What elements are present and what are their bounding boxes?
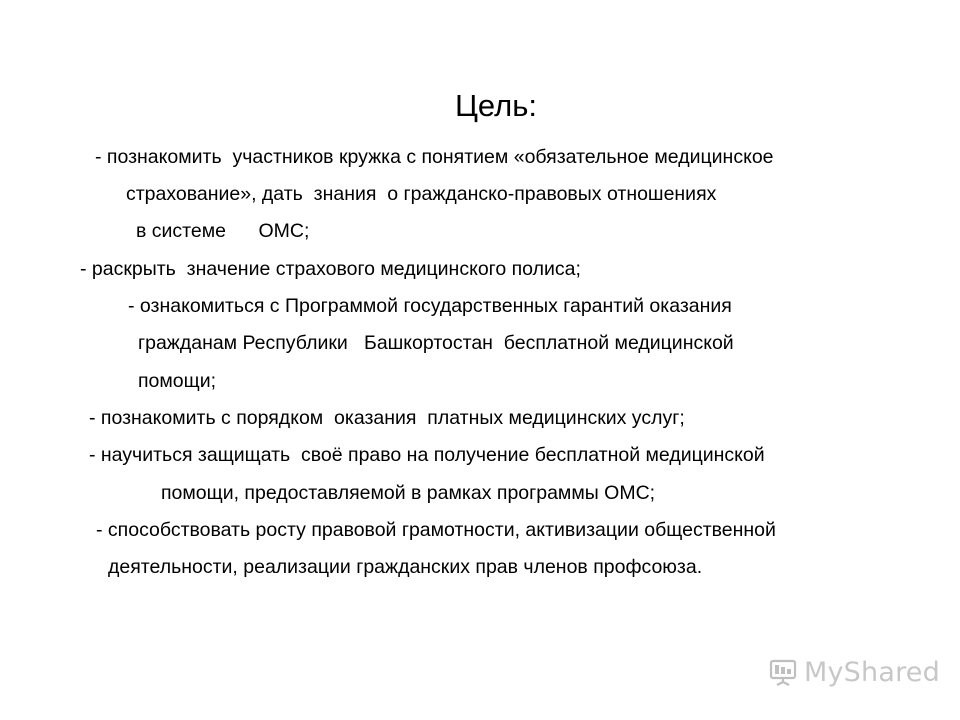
goal-line-7: помощи; bbox=[138, 370, 217, 392]
goal-line-8: - познакомить с порядком оказания платных медицинских услуг; bbox=[89, 407, 685, 429]
goal-line-4: - раскрыть значение страхового медицинского полиса; bbox=[80, 258, 581, 280]
goal-line-1: - познакомить участников кружка с понятием «обязательное медицинское bbox=[95, 146, 774, 168]
watermark bbox=[768, 656, 940, 690]
goal-line-10: помощи, предоставляемой в рамках программы ОМС; bbox=[161, 482, 656, 504]
goal-line-2: страхование», дать знания о гражданско-правовых отношениях bbox=[126, 183, 717, 205]
goal-line-12: деятельности, реализации гражданских прав членов профсоюза. bbox=[108, 556, 703, 578]
goal-line-3: в системе ОМС; bbox=[136, 220, 310, 242]
goal-line-9: - научиться защищать своё право на получение бесплатной медицинской bbox=[89, 444, 765, 466]
slide-title: Цель: bbox=[455, 88, 537, 123]
presentation-board-icon bbox=[768, 658, 798, 688]
goal-line-5: - ознакомиться с Программой государственных гарантий оказания bbox=[128, 295, 732, 317]
goal-line-11: - способствовать росту правовой грамотности, активизации общественной bbox=[96, 519, 776, 541]
goal-line-6: гражданам Республики Башкортостан бесплатной медицинской bbox=[138, 332, 734, 354]
watermark-text: MyShared bbox=[804, 657, 940, 688]
